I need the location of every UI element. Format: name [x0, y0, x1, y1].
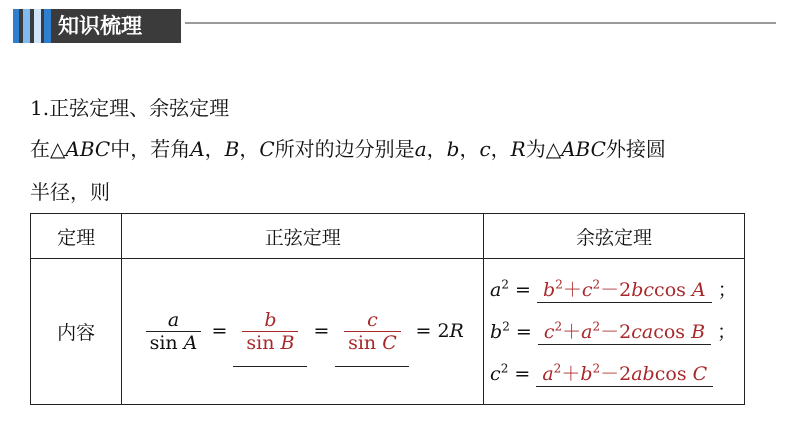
fraction-b: [242, 309, 298, 354]
intro-line-1: [30, 133, 666, 162]
rhs-2r: 2R: [437, 319, 464, 342]
header-stripe: [23, 9, 30, 43]
blank-c: [335, 309, 409, 354]
triangle-name: ABC: [65, 137, 111, 161]
denominator: sin B: [242, 331, 298, 354]
separator: ，: [490, 137, 511, 161]
cosine-row-a: $a^2 = b^2+c^2-2bccos$ A ；: [490, 277, 737, 301]
separator: ，: [459, 137, 480, 161]
header-theorem: 定理: [31, 214, 122, 259]
answer-b: $c^2+a^2-2cacos$ B: [538, 320, 711, 345]
triangle-symbol: △: [545, 137, 562, 161]
side-a: a: [414, 137, 427, 161]
header-title: 知识梳理: [58, 14, 142, 38]
separator: ，: [239, 137, 260, 161]
equals-sign: =: [313, 319, 330, 342]
separator: ，: [426, 137, 447, 161]
theorem-table: [30, 213, 745, 405]
side-c: c: [479, 137, 491, 161]
blank-line: [233, 366, 307, 367]
row-label-content: 内容: [31, 259, 122, 405]
header-sine-law: 正弦定理: [122, 214, 484, 259]
intro-line-2: 半径，则: [30, 180, 110, 204]
numerator: b: [264, 309, 277, 331]
intro-text: 为: [525, 137, 546, 161]
blank-line: [335, 366, 409, 367]
intro-text: 中，若角: [110, 137, 191, 161]
blank-b: [233, 309, 307, 354]
equals-sign: =: [211, 319, 228, 342]
angle-b: B: [224, 137, 240, 161]
intro-text: 外接圆: [605, 137, 666, 161]
numerator: c: [367, 309, 378, 331]
denominator: sin A: [146, 331, 202, 354]
radius-r: R: [510, 137, 526, 161]
section-header: [13, 9, 181, 43]
fraction-c: [344, 309, 401, 354]
numerator: a: [167, 309, 180, 331]
answer-a: $b^2+c^2-2bccos$ A: [537, 278, 712, 303]
header-cosine-law: 余弦定理: [484, 214, 745, 259]
triangle-name: ABC: [561, 137, 606, 161]
angle-c: C: [259, 137, 275, 161]
header-stripe: [34, 9, 41, 43]
header-divider: [185, 22, 776, 24]
header-stripe: [44, 9, 51, 43]
row-end: ；: [717, 278, 737, 301]
section-title: 1.正弦定理、余弦定理: [30, 96, 230, 120]
denominator: sin C: [344, 331, 401, 354]
cosine-law-formulas: [484, 259, 745, 405]
separator: ，: [204, 137, 225, 161]
sine-law-formula: [122, 259, 484, 405]
row-end: ；: [717, 320, 737, 343]
intro-text: 所对的边分别是: [274, 137, 415, 161]
cosine-row-c: $c^2 = a^2+b^2-2abcos$ C: [490, 353, 744, 395]
triangle-symbol: △: [50, 137, 66, 161]
side-b: b: [446, 137, 460, 161]
equals-sign: =: [415, 319, 432, 342]
answer-c: $a^2+b^2-2abcos$ C: [536, 362, 713, 387]
cosine-row-b: $b^2 = c^2+a^2-2cacos$ B ；: [490, 319, 737, 343]
fraction-a: [146, 309, 202, 354]
sine-equation: [142, 309, 464, 354]
header-stripe: [13, 9, 19, 43]
intro-text: 在: [30, 137, 50, 161]
angle-a: A: [190, 137, 205, 161]
